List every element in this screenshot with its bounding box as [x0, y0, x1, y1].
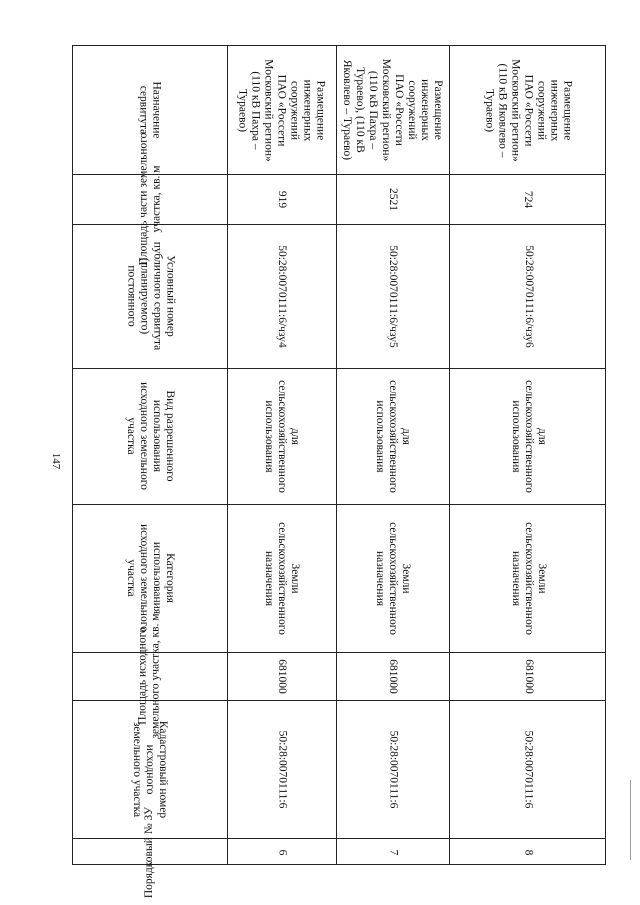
header-permitted-use: [73, 368, 227, 504]
row1-order-text: 6: [276, 849, 288, 855]
row3-part-area: [449, 174, 607, 224]
row2-permitted-use-text: для сельскохозяйственного использования: [373, 379, 412, 493]
easement-table: [72, 45, 606, 898]
row1-easement-number-text: 50:28:0070111:6/чзу4: [275, 244, 288, 348]
row1-part-area: [227, 174, 336, 224]
row1-permitted-use: [227, 368, 336, 504]
header-area-text: Площадь исходного земельного участка, кв. м: [137, 613, 162, 739]
header-easement-number-text: Условный номер публичного сервитута (планируемого) постоянного: [125, 241, 176, 351]
header-permitted-use-text: Вид разрешенного использования исходного земельного участка: [125, 382, 176, 490]
row3-category: [449, 504, 607, 652]
scan-edge-mark: [630, 780, 631, 860]
header-area: [73, 613, 227, 739]
row3-area: [449, 652, 607, 700]
row1-cadastral-text: 50:28:0070111:6: [275, 730, 288, 808]
header-order-text: Порядковый № ЗУ: [143, 806, 156, 898]
row3-permitted-use-text: для сельскохозяйственного использования: [509, 379, 548, 493]
row3-purpose: [449, 46, 607, 174]
row2-cadastral-text: 50:28:0070111:6: [386, 730, 399, 808]
row2-easement-number: [336, 224, 449, 368]
header-order: [73, 806, 227, 898]
row1-order: [227, 838, 336, 866]
row2-category: [336, 504, 449, 652]
header-purpose-text: Назначение сервитута: [138, 81, 163, 139]
row2-part-area: [336, 174, 449, 224]
row1-permitted-use-text: для сельскохозяйственного использования: [263, 379, 302, 493]
row2-permitted-use: [336, 368, 449, 504]
row3-easement-number: [449, 224, 607, 368]
row3-cadastral-text: 50:28:0070111:6: [522, 730, 535, 808]
row3-easement-number-text: 50:28:0070111:6/чзу6: [522, 244, 535, 348]
row1-easement-number: [227, 224, 336, 368]
row3-purpose-text: Размещение инженерных сооружений ПАО «Россети Московский регион» (110 кВ Яковлево – Тураево): [483, 58, 574, 162]
row2-purpose-text: Размещение инженерных сооружений ПАО «Россети Московский регион» (110 кВ Пахра – Тураево), (110 кВ Яковлево – Тураево): [341, 58, 445, 162]
row2-order-text: 7: [387, 849, 399, 855]
header-part-area: [73, 132, 227, 266]
row1-area: [227, 652, 336, 700]
row1-area-text: 681000: [276, 658, 288, 694]
row3-category-text: Земли сельскохозяйственного назначения: [509, 521, 548, 635]
row2-easement-number-text: 50:28:0070111:6/чзу5: [386, 244, 399, 348]
row1-cadastral: [227, 700, 336, 838]
row3-part-area-text: 724: [522, 190, 535, 208]
row2-category-text: Земли сельскохозяйственного назначения: [373, 521, 412, 635]
row1-purpose-text: Размещение инженерных сооружений ПАО «Россети Московский регион» (110 кВ Пахра – Тураево): [236, 58, 327, 162]
row3-area-text: 681000: [522, 658, 535, 694]
row3-order-text: 8: [522, 849, 535, 855]
row1-category: [227, 504, 336, 652]
row2-part-area-text: 2521: [387, 187, 399, 211]
row2-cadastral: [336, 700, 449, 838]
row3-order: [449, 838, 607, 866]
row2-area: [336, 652, 449, 700]
row2-area-text: 681000: [387, 658, 399, 694]
row1-part-area-text: 919: [276, 190, 288, 208]
header-easement-number: [73, 224, 227, 368]
row2-order: [336, 838, 449, 866]
header-cadastral-text: Кадастровый номер исходного земельного участка: [131, 720, 170, 818]
header-part-area-text: Площадь части земельного участка, кв. м: [137, 132, 162, 266]
row3-cadastral: [449, 700, 607, 838]
page-number: 147: [50, 452, 62, 470]
header-category-text: Категория использования исходного земельного участка: [125, 524, 176, 632]
row2-purpose: [336, 46, 449, 174]
row3-permitted-use: [449, 368, 607, 504]
row1-category-text: Земли сельскохозяйственного назначения: [263, 521, 302, 635]
row1-purpose: [227, 46, 336, 174]
